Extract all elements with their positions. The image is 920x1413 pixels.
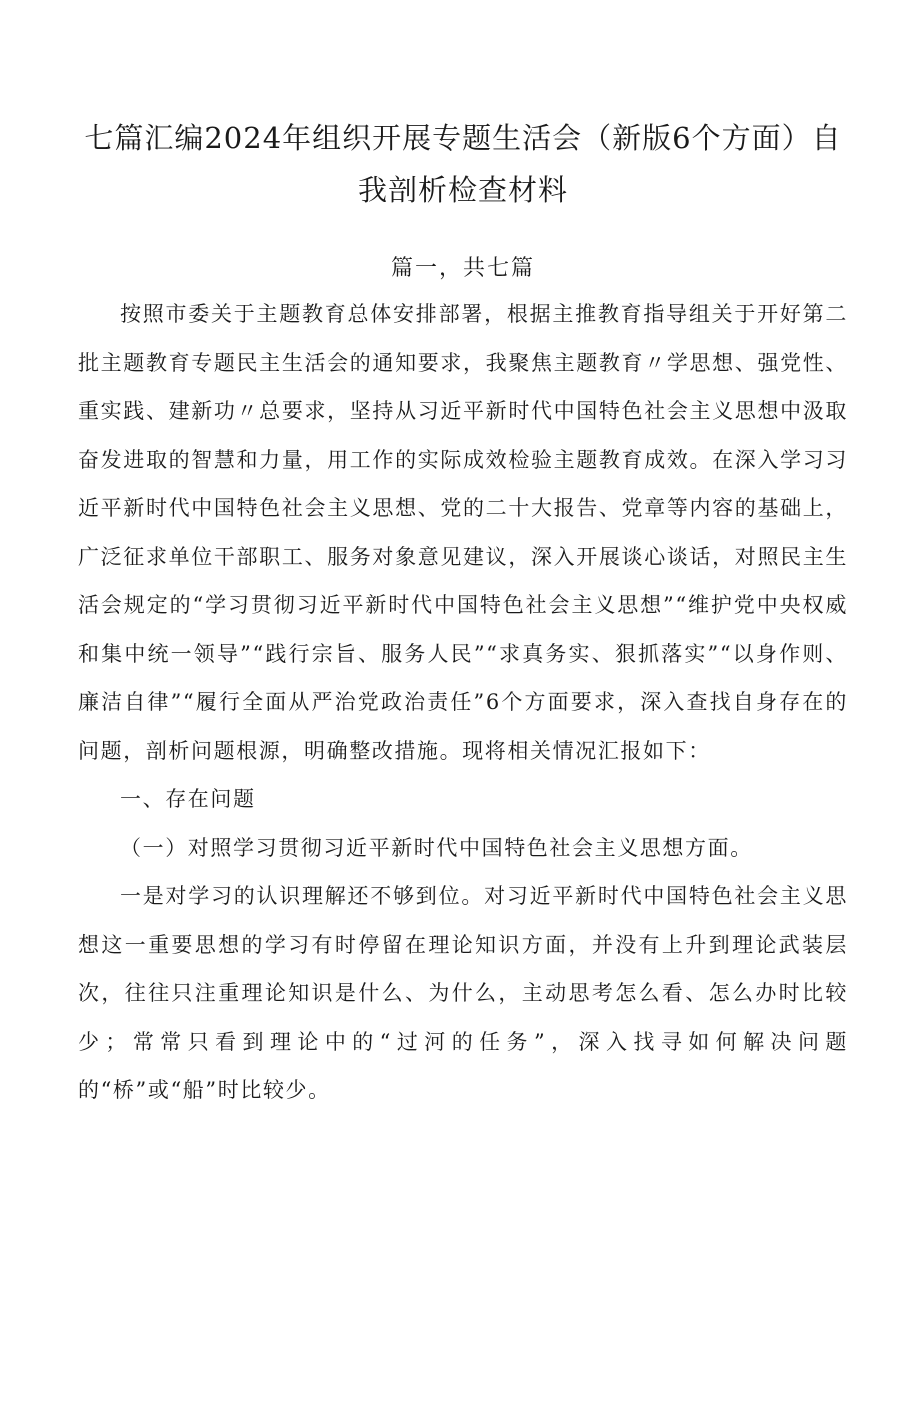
- body-paragraph: 一是对学习的认识理解还不够到位。对习近平新时代中国特色社会主义思想这一重要思想的学习有时停留在理论知识方面，并没有上升到理论武装层次，往往只注重理论知识是什么、为什么，主动思考怎么看、怎么办时比较少；常常只看到理论中的“过河的任务”，深入找寻如何解决问题的“桥”或“船”时比较少。: [78, 884, 848, 1102]
- subsection-heading: （一）对照学习贯彻习近平新时代中国特色社会主义思想方面。: [120, 835, 753, 860]
- section-heading: 一、存在问题: [120, 787, 256, 811]
- document-body: [78, 290, 848, 1115]
- title-line-2: 我剖析检查材料: [357, 173, 568, 207]
- section-subtitle: 篇一，共七篇: [390, 256, 535, 281]
- title-line-1: 七篇汇编2024年组织开展专题生活会（新版6个方面）自: [84, 121, 842, 155]
- document-title: [78, 112, 848, 216]
- intro-paragraph: 按照市委关于主题教育总体安排部署，根据主推教育指导组关于开好第二批主题教育专题民主生活会的通知要求，我聚焦主题教育〃学思想、强党性、重实践、建新功〃总要求，坚持从习近平新时代中国特色社会主义思想中汲取奋发进取的智慧和力量，用工作的实际成效检验主题教育成效。在深入学习习近平新时代中国特色社会主义思想、党的二十大报告、党章等内容的基础上，广泛征求单位干部职工、服务对象意见建议，深入开展谈心谈话，对照民主生活会规定的“学习贯彻习近平新时代中国特色社会主义思想”“维护党中央权威和集中统一领导”“践行宗旨、服务人民”“求真务实、狠抓落实”“以身作则、廉洁自律”“履行全面从严治党政治责任”6个方面要求，深入查找自身存在的问题，剖析问题根源，明确整改措施。现将相关情况汇报如下：: [78, 302, 848, 763]
- document-page: [0, 112, 920, 1413]
